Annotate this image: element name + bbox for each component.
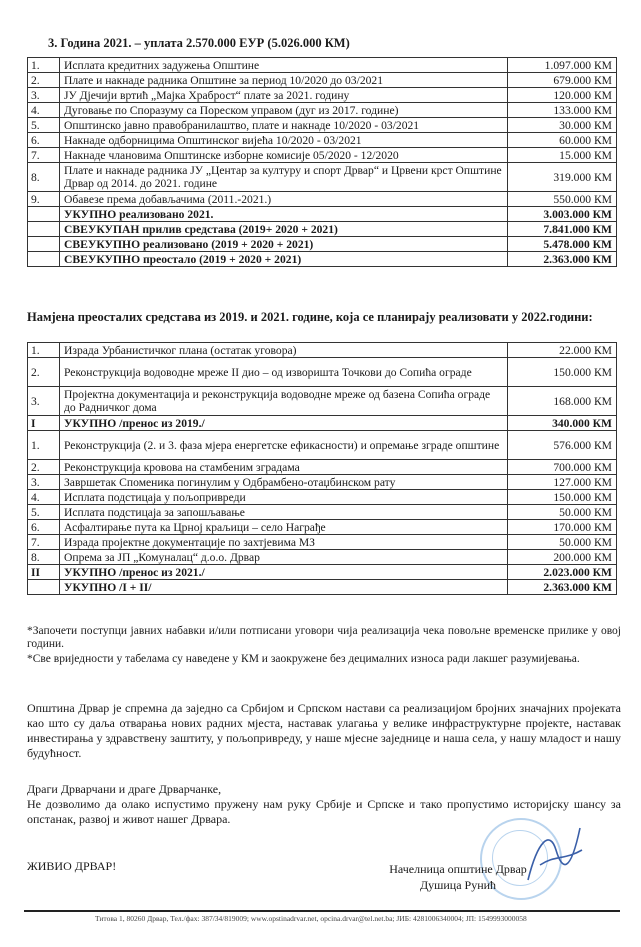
row-number: 3.	[28, 88, 60, 103]
row-number: 2.	[28, 460, 60, 475]
table-row	[28, 73, 617, 88]
paragraph-1: Општина Дрвар је спремна да заједно са Србијом и Српском настави са реализацијом бројних значајних пројеката као што су даља отварања нових радних мјеста, наставак улагања у велике инфраструктурне пројекте, наставак инвестирања у здравствену заштиту, у пољопривреду, у наше мјесне заједнице и наша села, у нашу младост и нашу будућност.	[27, 701, 621, 760]
row-description: Исплата подстицаја у пољопривреди	[60, 490, 508, 505]
row-description: Плате и накнаде радника ЈУ „Центар за културу и спорт Дрвар“ и Црвени крст Општине Дрвар од 2014. до 2021. године	[60, 163, 508, 192]
row-amount: 50.000 КМ	[508, 505, 617, 520]
row-number: 6.	[28, 133, 60, 148]
row-amount: 3.003.000 КМ	[508, 207, 617, 222]
footer-divider	[24, 910, 620, 912]
row-amount: 50.000 КМ	[508, 535, 617, 550]
greeting: Драги Дрварчани и драге Дрварчанке,	[27, 782, 222, 796]
table-row	[28, 58, 617, 73]
row-amount: 150.000 КМ	[508, 490, 617, 505]
signature-name: Душица Рунић	[419, 878, 497, 892]
row-number: 7.	[28, 535, 60, 550]
table-row	[28, 550, 617, 565]
row-amount: 127.000 КМ	[508, 475, 617, 490]
row-number: II	[28, 565, 60, 580]
table-row	[28, 520, 617, 535]
table-row	[28, 207, 617, 222]
row-amount: 340.000 КМ	[508, 416, 617, 431]
row-number: 8.	[28, 550, 60, 565]
row-amount: 120.000 КМ	[508, 88, 617, 103]
remaining-funds-table	[27, 342, 617, 595]
table-row	[28, 163, 617, 192]
row-description: Реконструкција водоводне мреже II дио – од изворишта Точкови до Сопића ограде	[60, 358, 508, 387]
row-description: Општинско јавно правобранилаштво, плате и накнаде 10/2020 - 03/2021	[60, 118, 508, 133]
table-row	[28, 387, 617, 416]
row-amount: 15.000 КМ	[508, 148, 617, 163]
table-row	[28, 431, 617, 460]
row-description: УКУПНО /пренос из 2019./	[60, 416, 508, 431]
table-row	[28, 88, 617, 103]
row-amount: 150.000 КМ	[508, 358, 617, 387]
row-description: Израда пројектне документације по захтјевима МЗ	[60, 535, 508, 550]
row-amount: 1.097.000 КМ	[508, 58, 617, 73]
row-description: Накнаде члановима Општинске изборне комисије 05/2020 - 12/2020	[60, 148, 508, 163]
row-number: 4.	[28, 490, 60, 505]
row-description: СВЕУКУПАН прилив средстава (2019+ 2020 + 2021)	[60, 222, 508, 237]
row-description: Реконструкција кровова на стамбеним зградама	[60, 460, 508, 475]
row-amount: 7.841.000 КМ	[508, 222, 617, 237]
closing-slogan: ЖИВИО ДРВАР!	[27, 859, 117, 873]
row-description: Пројектна документација и реконструкција водоводне мреже од базена Сопића ограде до Радничког дома	[60, 387, 508, 416]
row-description: СВЕУКУПНО реализовано (2019 + 2020 + 2021)	[60, 237, 508, 252]
row-amount: 5.478.000 КМ	[508, 237, 617, 252]
row-description: Обавезе према добављачима (2011.-2021.)	[60, 192, 508, 207]
row-number: 6.	[28, 520, 60, 535]
payments-table-2021	[27, 57, 617, 267]
row-description: УКУПНО /I + II/	[60, 580, 508, 595]
row-number: 4.	[28, 103, 60, 118]
table-row	[28, 133, 617, 148]
row-amount: 2.363.000 КМ	[508, 580, 617, 595]
row-description: ЈУ Дјечији вртић „Мајка Храброст“ плате за 2021. годину	[60, 88, 508, 103]
row-amount: 319.000 КМ	[508, 163, 617, 192]
table-row	[28, 565, 617, 580]
row-description: Исплата подстицаја за запошљавање	[60, 505, 508, 520]
note-2: *Све вриједности у табелама су наведене у КМ и заокружене без децималних износа ради лакшег разумијевања.	[27, 653, 580, 665]
row-number: 7.	[28, 148, 60, 163]
row-number: 8.	[28, 163, 60, 192]
row-number: 3.	[28, 387, 60, 416]
table-row	[28, 358, 617, 387]
row-number: 5.	[28, 118, 60, 133]
table-row	[28, 252, 617, 267]
row-amount: 170.000 КМ	[508, 520, 617, 535]
signature-title: Начелница општине Дрвар	[389, 862, 527, 876]
row-number: 2.	[28, 73, 60, 88]
table-row	[28, 416, 617, 431]
row-number	[28, 580, 60, 595]
table-row	[28, 535, 617, 550]
row-description: Плате и накнаде радника Општине за период 10/2020 до 03/2021	[60, 73, 508, 88]
row-number: 3.	[28, 475, 60, 490]
row-number	[28, 207, 60, 222]
note-1: *Започети поступци јавних набавки и/или потписани уговори чија реализација чека повољне временске прилике у овој години.	[27, 625, 621, 650]
table-row	[28, 192, 617, 207]
paragraph-2: Не дозволимо да олако испустимо пружену нам руку Србије и Српске и тако пропустимо историјску шансу за опстанак, развој и живот нашег Дрвара.	[27, 797, 621, 826]
row-description: УКУПНО /пренос из 2021./	[60, 565, 508, 580]
table-row	[28, 148, 617, 163]
row-amount: 576.000 КМ	[508, 431, 617, 460]
row-description: Асфалтирање пута ка Црној краљици – село Награђе	[60, 520, 508, 535]
section-heading: 3. Година 2021. – уплата 2.570.000 ЕУР (5.026.000 КМ)	[48, 36, 350, 50]
row-description: Исплата кредитних задужења Општине	[60, 58, 508, 73]
table-row	[28, 490, 617, 505]
row-amount: 22.000 КМ	[508, 343, 617, 358]
row-description: УКУПНО реализовано 2021.	[60, 207, 508, 222]
row-amount: 60.000 КМ	[508, 133, 617, 148]
row-number: 1.	[28, 431, 60, 460]
row-number: 2.	[28, 358, 60, 387]
row-description: Дуговање по Споразуму са Пореском управом (дуг из 2017. године)	[60, 103, 508, 118]
table-row	[28, 222, 617, 237]
row-number: I	[28, 416, 60, 431]
table-row	[28, 237, 617, 252]
row-amount: 200.000 КМ	[508, 550, 617, 565]
row-number: 1.	[28, 343, 60, 358]
row-number: 9.	[28, 192, 60, 207]
table-row	[28, 103, 617, 118]
row-amount: 30.000 КМ	[508, 118, 617, 133]
row-amount: 550.000 КМ	[508, 192, 617, 207]
row-description: Завршетак Споменика погинулим у Одбрамбено-отаџбинском рату	[60, 475, 508, 490]
subheading: Намјена преосталих средстава из 2019. и 2021. године, која се планирају реализовати у 2022.години:	[27, 310, 593, 324]
row-description: Накнаде одборницима Општинског вијећа 10/2020 - 03/2021	[60, 133, 508, 148]
row-number: 5.	[28, 505, 60, 520]
row-number: 1.	[28, 58, 60, 73]
row-amount: 2.023.000 КМ	[508, 565, 617, 580]
table-row	[28, 580, 617, 595]
row-number	[28, 222, 60, 237]
table-row	[28, 505, 617, 520]
row-amount: 700.000 КМ	[508, 460, 617, 475]
row-description: Опрема за ЈП „Комуналац“ д.о.о. Дрвар	[60, 550, 508, 565]
row-description: СВЕУКУПНО преостало (2019 + 2020 + 2021)	[60, 252, 508, 267]
row-amount: 133.000 КМ	[508, 103, 617, 118]
row-amount: 2.363.000 КМ	[508, 252, 617, 267]
table-row	[28, 343, 617, 358]
footer-contact: Титова 1, 80260 Дрвар, Тел./фах: 387/34/819009; www.opstinadrvar.net, opcina.drvar@tel.net.ba; ЈИБ: 4281006340004; ЈП: 1549993000058	[95, 914, 527, 923]
row-number	[28, 252, 60, 267]
row-description: Реконструкција (2. и 3. фаза мјера енергетске ефикасности) и опремање зграде општине	[60, 431, 508, 460]
row-amount: 679.000 КМ	[508, 73, 617, 88]
row-number	[28, 237, 60, 252]
table-row	[28, 475, 617, 490]
row-amount: 168.000 КМ	[508, 387, 617, 416]
row-description: Израда Урбанистичког плана (остатак уговора)	[60, 343, 508, 358]
table-row	[28, 460, 617, 475]
table-row	[28, 118, 617, 133]
